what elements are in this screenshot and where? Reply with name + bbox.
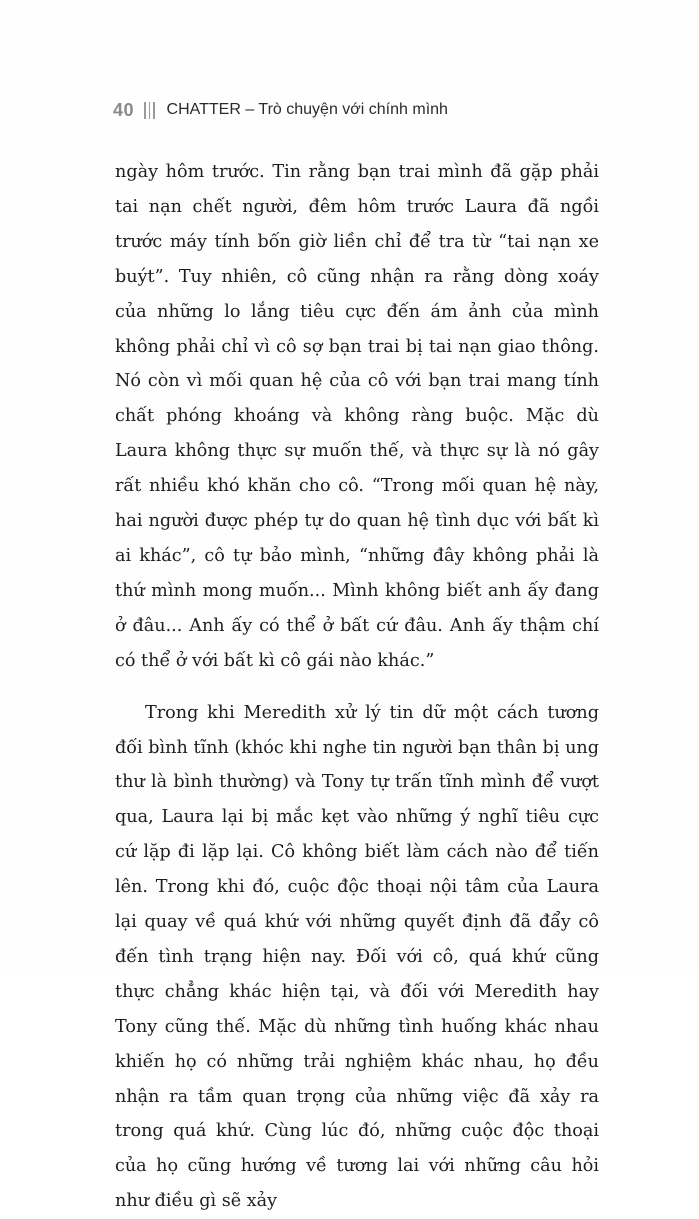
running-title: CHATTER – Trò chuyện với chính mình <box>166 101 448 118</box>
divider-bar <box>144 102 146 119</box>
header-divider-bars <box>144 101 155 119</box>
paragraph-2: Trong khi Meredith xử lý tin dữ một cách tương đối bình tĩnh (khóc khi nghe tin người bạn thân bị ung thư là bình thường) và Tony tự trấn tĩnh mình để vượt qua, Laura lại bị mắc kẹt vào những ý nghĩ tiêu cực cứ lặp đi lặp lại. Cô không biết làm cách nào để tiến lên. Trong khi đó, cuộc độc thoại nội tâm của Laura lại quay về quá khứ với những quyết định đã đẩy cô đến tình trạng hiện nay. Đối với cô, quá khứ cũng thực chẳng khác hiện tại, và đối với Meredith hay Tony cũng thế. Mặc dù những tình huống khác nhau khiến họ có những trải nghiệm khác nhau, họ đều nhận ra tầm quan trọng của những việc đã xảy ra trong quá khứ. Cùng lúc đó, những cuộc độc thoại của họ cũng hướng về tương lai với những câu hỏi như điều gì sẽ xảy <box>115 702 599 1212</box>
page-number: 40 <box>113 99 135 120</box>
running-header <box>113 97 448 123</box>
divider-bar <box>153 102 155 119</box>
paragraph-1: ngày hôm trước. Tin rằng bạn trai mình đã gặp phải tai nạn chết người, đêm hôm trước Laura đã ngồi trước máy tính bốn giờ liền chỉ để tra từ “tai nạn xe buýt”. Tuy nhiên, cô cũng nhận ra rằng dòng xoáy của những lo lắng tiêu cực đến ám ảnh của mình không phải chỉ vì cô sợ bạn trai bị tai nạn giao thông. Nó còn vì mối quan hệ của cô với bạn trai mang tính chất phóng khoáng và không ràng buộc. Mặc dù Laura không thực sự muốn thế, và thực sự là nó gây rất nhiều khó khăn cho cô. “Trong mối quan hệ này, hai người được phép tự do quan hệ tình dục với bất kì ai khác”, cô tự bảo mình, “những đây không phải là thứ mình mong muốn... Mình không biết anh ấy đang ở đâu... Anh ấy có thể ở bất cứ đâu. Anh ấy thậm chí có thể ở với bất kì cô gái nào khác.” <box>115 162 599 671</box>
divider-bar <box>149 102 151 119</box>
body-text <box>115 155 599 1219</box>
